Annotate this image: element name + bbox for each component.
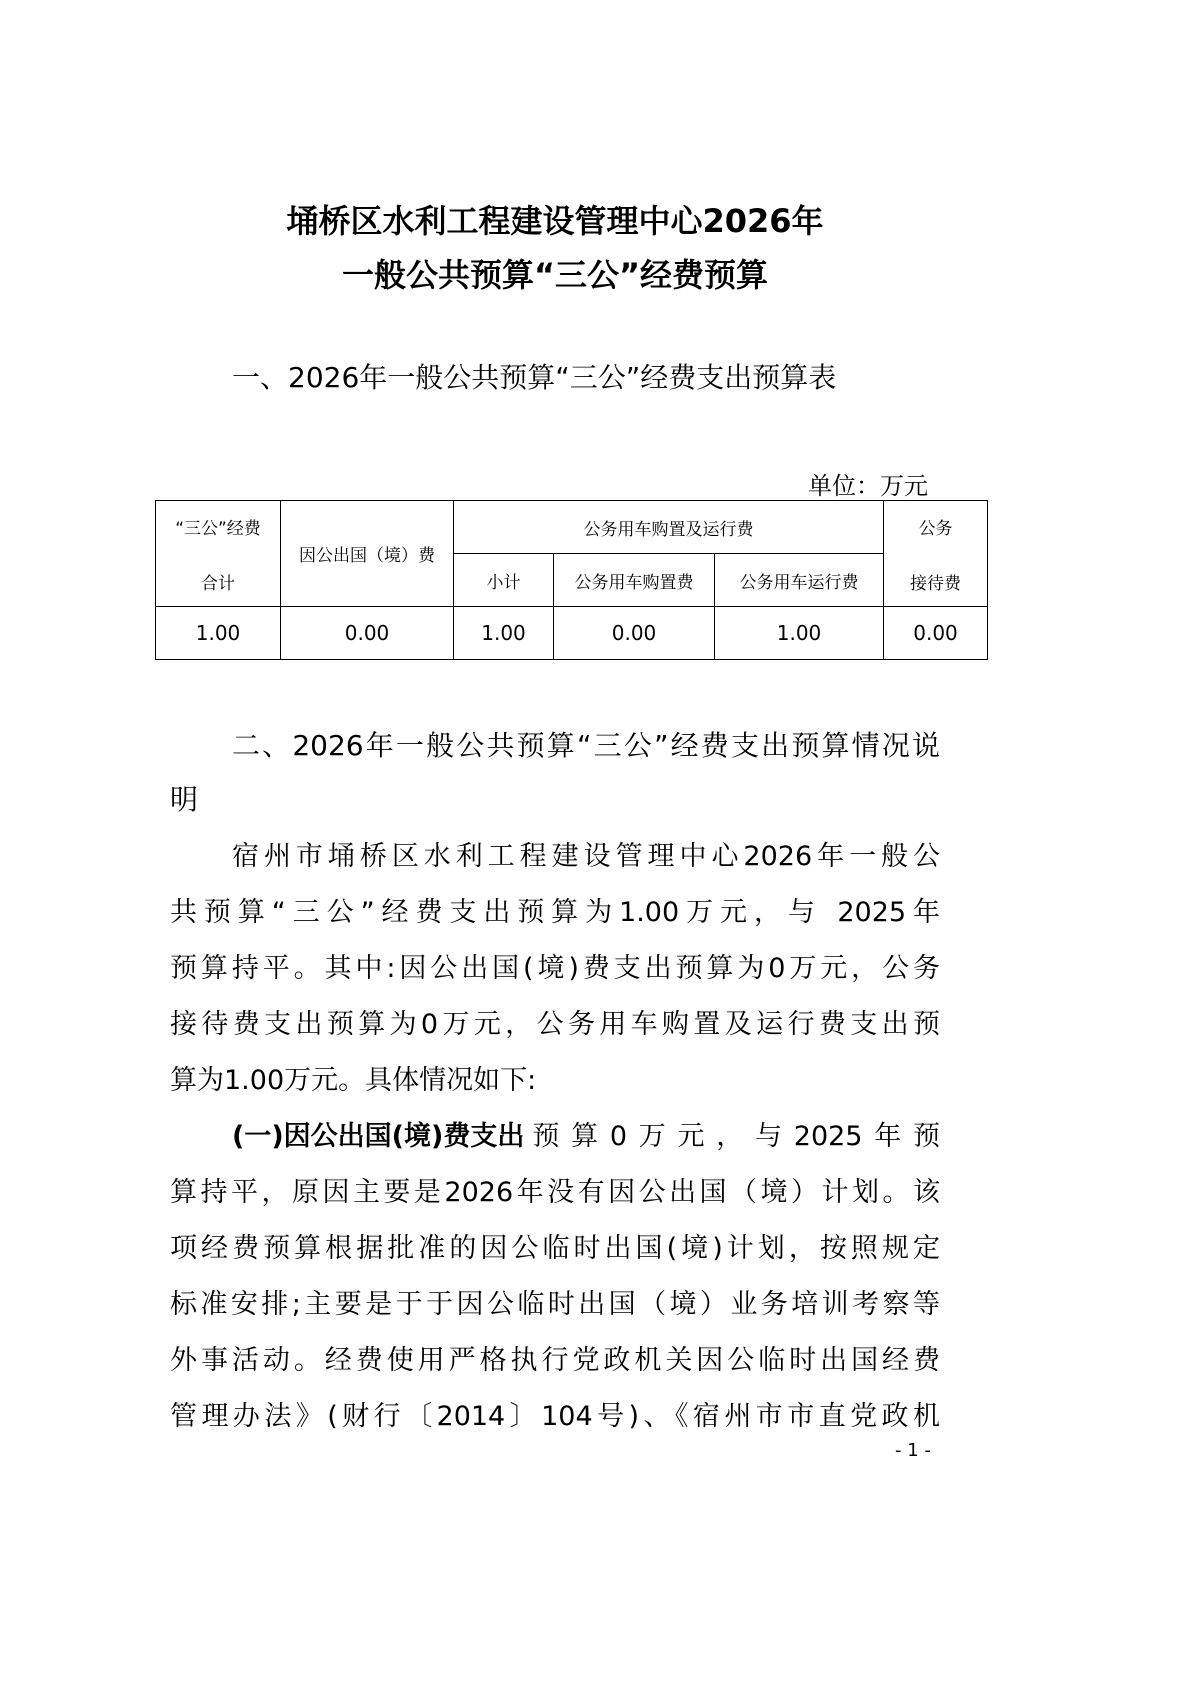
para2-line: 算持平，原因主要是2026年没有因公出国（境）计划。该: [170, 1177, 940, 1208]
cell-reception: 0.00: [884, 607, 988, 660]
para2-line: 外事活动。经费使用严格执行党政机关因公临时出国经费: [170, 1345, 940, 1376]
header-total-2: 合计: [201, 573, 235, 594]
header-vehicle: 公务用车购置及运行费: [454, 501, 884, 554]
header-reception-2: 接待费: [910, 573, 961, 594]
section2-heading-cont: 明: [170, 783, 199, 816]
cell-operation: 1.00: [715, 607, 884, 660]
cell-abroad: 0.00: [281, 607, 454, 660]
header-abroad: 因公出国（境）费: [281, 501, 454, 607]
header-total: “三公”经费: [175, 518, 261, 539]
header-subtotal: 小计: [454, 554, 554, 607]
para1-line: 宿州市埇桥区水利工程建设管理中心2026年一般公: [232, 841, 940, 872]
para2-line: 预算0万元，与2025年预: [532, 1121, 940, 1152]
unit-label: 单位：万元: [808, 472, 928, 500]
table-row: [156, 607, 988, 660]
cell-total: 1.00: [156, 607, 281, 660]
section2-heading: 二、2026年一般公共预算“三公”经费支出预算情况说: [232, 729, 940, 762]
three-public-expense-table: [155, 500, 988, 660]
doc-title-line1: 埇桥区水利工程建设管理中心2026年: [286, 202, 824, 240]
para2-bold-heading: (一)因公出国(境)费支出: [232, 1121, 525, 1152]
para2-line: 管理办法》(财行〔2014〕104号)、《宿州市市直党政机: [170, 1401, 940, 1432]
para2-line: 标准安排;主要是于于因公临时出国（境）业务培训考察等: [170, 1289, 940, 1320]
para1-line: 算为1.00万元。具体情况如下:: [170, 1065, 537, 1096]
para1-line: 共预算“三公”经费支出预算为1.00万元，与 2025年: [170, 897, 940, 928]
header-operation: 公务用车运行费: [715, 554, 884, 607]
header-reception: 公务: [918, 518, 953, 539]
section1-heading: 一、2026年一般公共预算“三公”经费支出预算表: [232, 361, 837, 394]
para2-line: 项经费预算根据批准的因公临时出国(境)计划，按照规定: [170, 1233, 940, 1264]
cell-purchase: 0.00: [554, 607, 715, 660]
header-purchase: 公务用车购置费: [554, 554, 715, 607]
para1-line: 预算持平。其中:因公出国(境)费支出预算为0万元，公务: [170, 953, 940, 984]
cell-subtotal: 1.00: [454, 607, 554, 660]
page-number: - 1 -: [895, 1440, 931, 1461]
doc-title-line2: 一般公共预算“三公”经费预算: [341, 256, 769, 294]
para1-line: 接待费支出预算为0万元，公务用车购置及运行费支出预: [170, 1009, 940, 1040]
